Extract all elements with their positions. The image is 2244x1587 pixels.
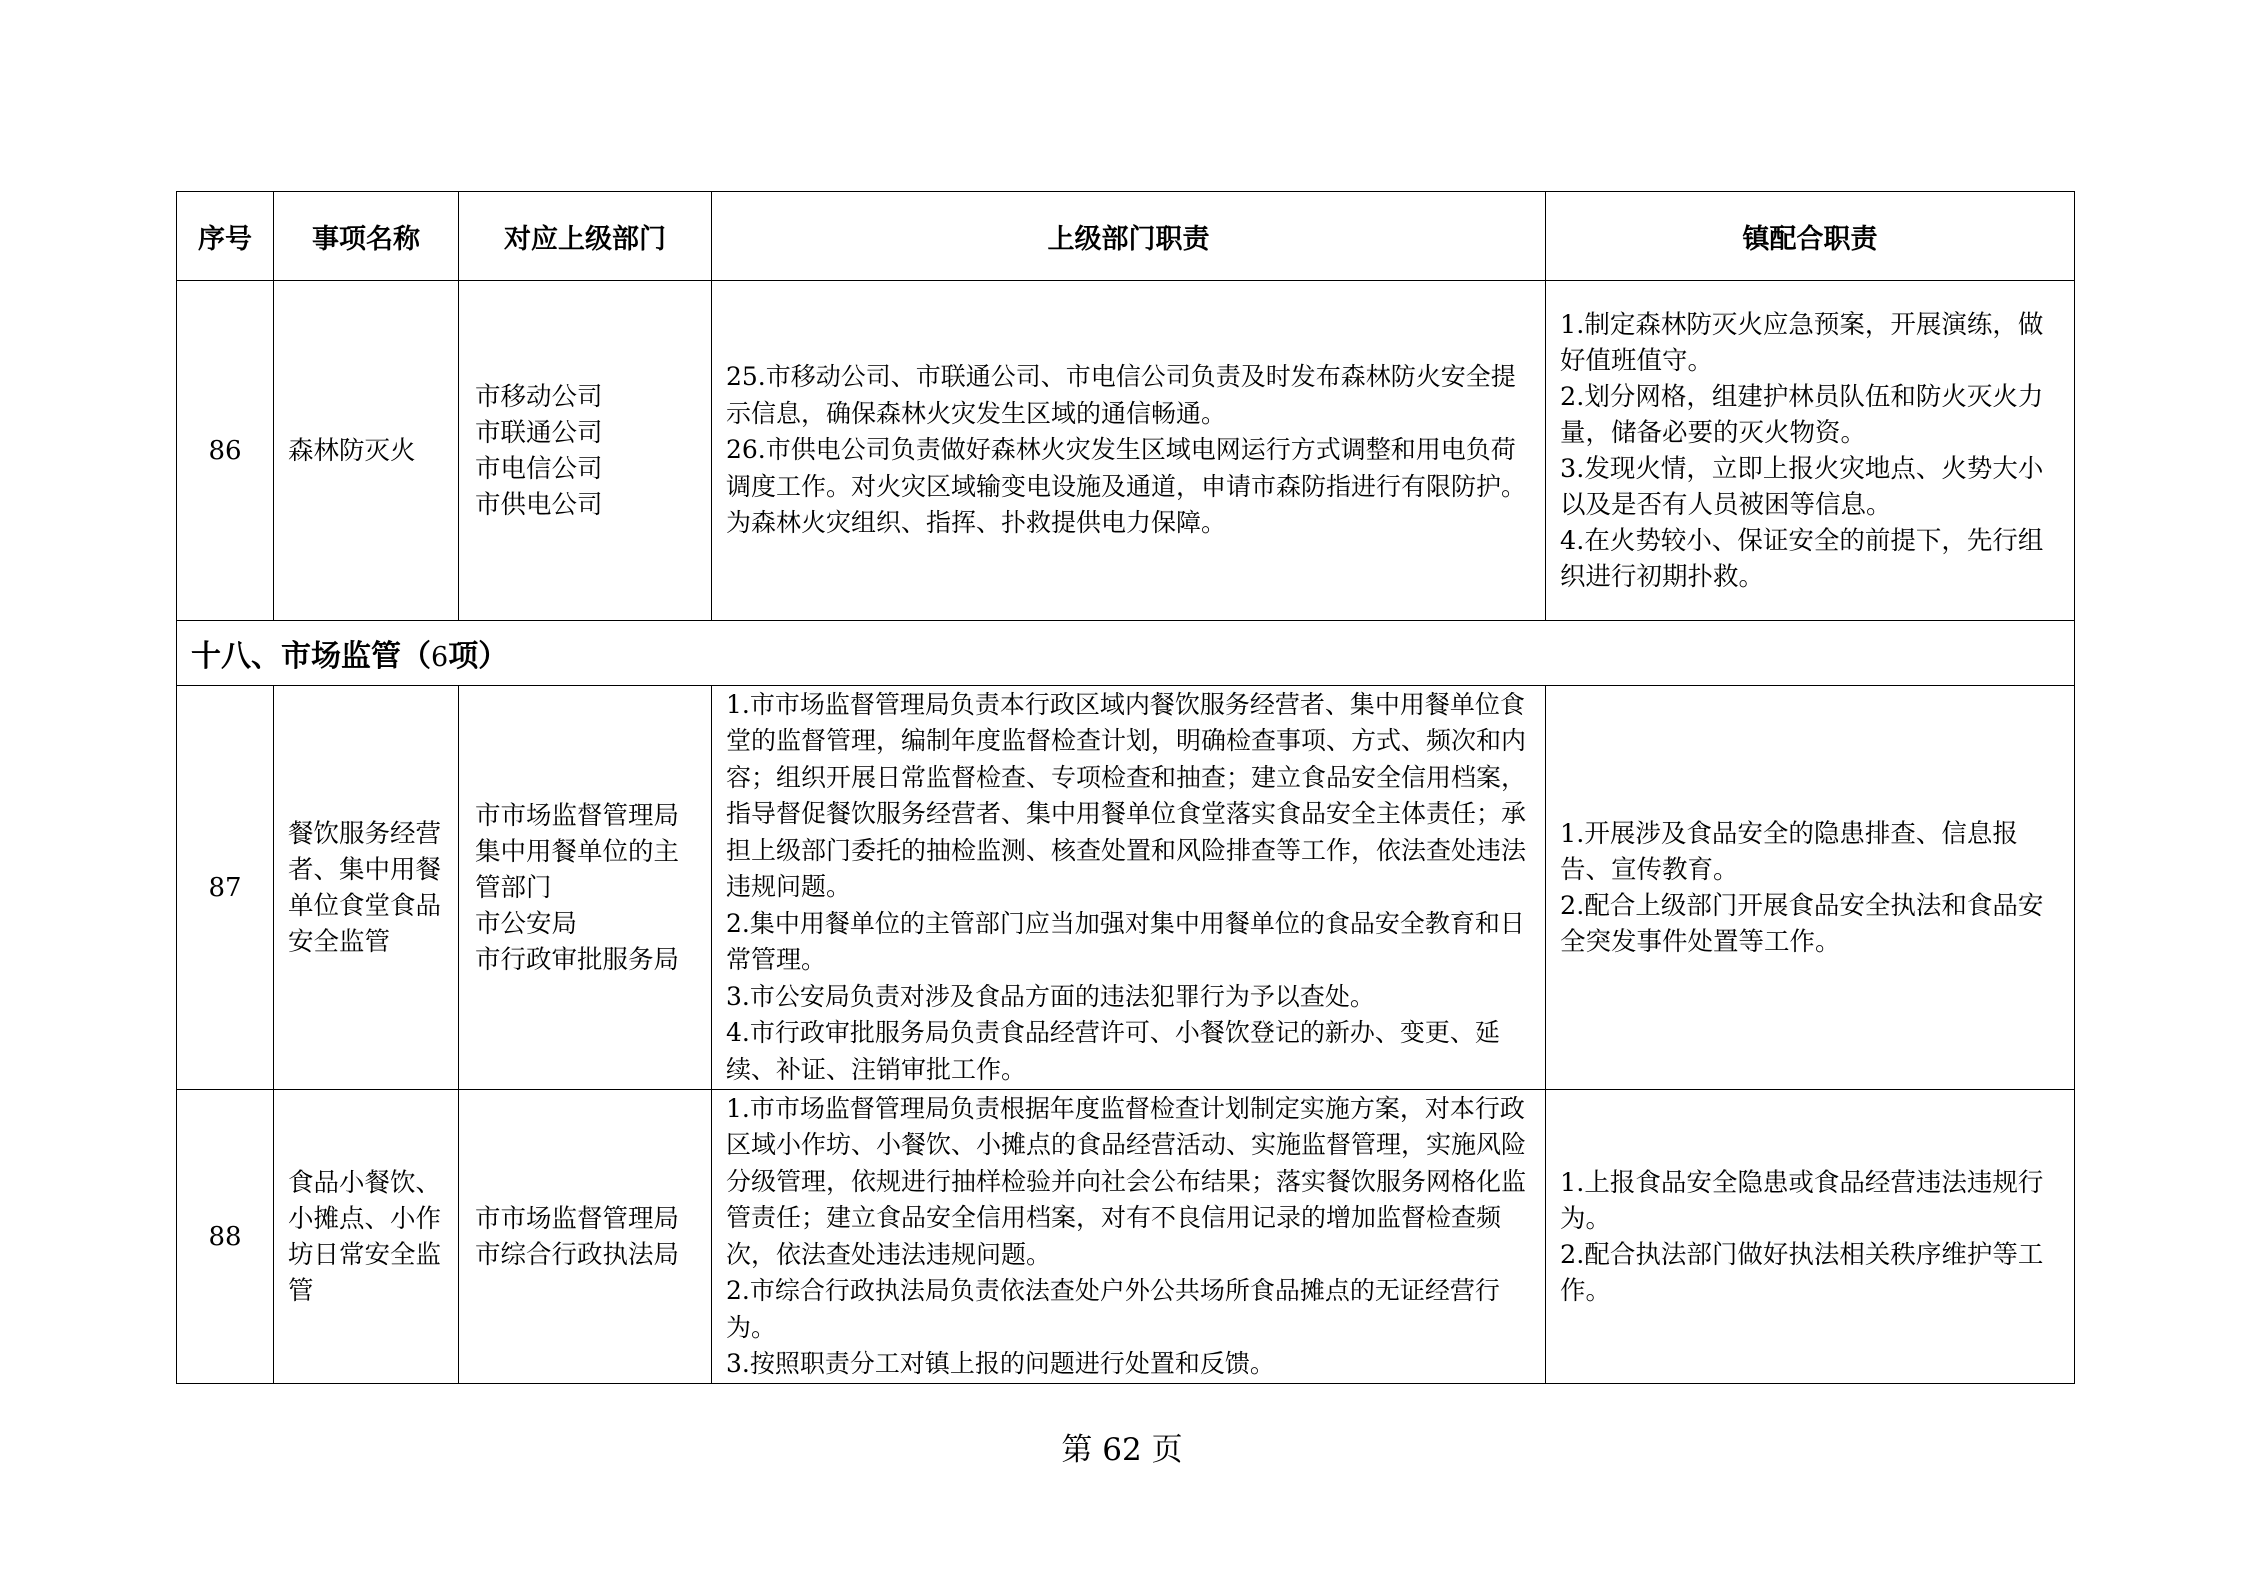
- section-suffix: 项）: [448, 639, 509, 674]
- duty-paragraph: 2.集中用餐单位的主管部门应当加强对集中用餐单位的食品安全教育和日常管理。: [726, 908, 1525, 975]
- table-row: [177, 281, 2075, 621]
- town-duty-paragraph: 2.划分网格，组建护林员队伍和防火灭火力量，储备必要的灭火物资。: [1560, 381, 2044, 448]
- row-superior-dept: 市市场监督管理局 市综合行政执法局: [459, 1090, 712, 1384]
- row-town-duties: [1546, 1090, 2075, 1384]
- duty-paragraph: 3.市公安局负责对涉及食品方面的违法犯罪行为予以查处。: [726, 981, 1375, 1011]
- section-title: 十八、市场监管（: [191, 639, 431, 674]
- table-row: [177, 1090, 2075, 1384]
- header-no: 序号: [177, 192, 274, 281]
- row-superior-duties: [712, 686, 1546, 1090]
- section-count: 6: [431, 642, 449, 673]
- duty-paragraph: 1.市市场监督管理局负责根据年度监督检查计划制定实施方案，对本行政区域小作坊、小餐饮、小摊点的食品经营活动、实施监督管理，实施风险分级管理，依规进行抽样检验并向社会公布结果；落实餐饮服务网格化监管责任；建立食品安全信用档案，对有不良信用记录的增加监督检查频次，依法查处违法违规问题。: [726, 1093, 1527, 1269]
- header-item-name: 事项名称: [274, 192, 459, 281]
- town-duty-paragraph: 2.配合上级部门开展食品安全执法和食品安全突发事件处置等工作。: [1560, 890, 2044, 957]
- duty-paragraph: 25.市移动公司、市联通公司、市电信公司负责及时发布森林防火安全提示信息，确保森林火灾发生区域的通信畅通。: [726, 362, 1516, 428]
- section-heading: [177, 621, 2075, 686]
- row-superior-dept: 市移动公司 市联通公司 市电信公司 市供电公司: [459, 281, 712, 621]
- table-row: [177, 686, 2075, 1090]
- row-no: 88: [177, 1090, 274, 1384]
- header-superior-dept: 对应上级部门: [459, 192, 712, 281]
- town-duty-paragraph: 2.配合执法部门做好执法相关秩序维护等工作。: [1560, 1239, 2044, 1306]
- town-duty-paragraph: 4.在火势较小、保证安全的前提下，先行组织进行初期扑救。: [1560, 525, 2044, 592]
- row-superior-duties: [712, 281, 1546, 621]
- row-item-name: 食品小餐饮、小摊点、小作坊日常安全监管: [274, 1090, 459, 1384]
- section-heading-row: [177, 621, 2075, 686]
- row-item-name: 餐饮服务经营者、集中用餐单位食堂食品安全监管: [274, 686, 459, 1090]
- header-town-duties: 镇配合职责: [1546, 192, 2075, 281]
- row-town-duties: [1546, 686, 2075, 1090]
- row-superior-duties: [712, 1090, 1546, 1384]
- duty-paragraph: 3.按照职责分工对镇上报的问题进行处置和反馈。: [726, 1349, 1275, 1378]
- town-duty-paragraph: 1.上报食品安全隐患或食品经营违法违规行为。: [1560, 1167, 2044, 1234]
- row-no: 86: [177, 281, 274, 621]
- town-duty-paragraph: 3.发现火情，立即上报火灾地点、火势大小以及是否有人员被困等信息。: [1560, 453, 2044, 520]
- town-duty-paragraph: 1.制定森林防灭火应急预案，开展演练，做好值班值守。: [1560, 309, 2044, 376]
- duty-paragraph: 4.市行政审批服务局负责食品经营许可、小餐饮登记的新办、变更、延续、补证、注销审批工作。: [726, 1018, 1500, 1084]
- duty-paragraph: 2.市综合行政执法局负责依法查处户外公共场所食品摊点的无证经营行为。: [726, 1276, 1500, 1342]
- town-duty-paragraph: 1.开展涉及食品安全的隐患排查、信息报告、宣传教育。: [1560, 818, 2018, 885]
- row-town-duties: [1546, 281, 2075, 621]
- duty-paragraph: 26.市供电公司负责做好森林火灾发生区域电网运行方式调整和用电负荷调度工作。对火灾区域输变电设施及通道，申请市森防指进行有限防护。为森林火灾组织、指挥、扑救提供电力保障。: [726, 435, 1527, 538]
- responsibility-table: [176, 191, 2075, 1384]
- page-number: 第 62 页: [1061, 1432, 1183, 1468]
- row-superior-dept: 市市场监督管理局 集中用餐单位的主管部门 市公安局 市行政审批服务局: [459, 686, 712, 1090]
- duty-paragraph: 1.市市场监督管理局负责本行政区域内餐饮服务经营者、集中用餐单位食堂的监督管理，编制年度监督检查计划，明确检查事项、方式、频次和内容；组织开展日常监督检查、专项检查和抽查；建立食品安全信用档案，指导督促餐饮服务经营者、集中用餐单位食堂落实食品安全主体责任；承担上级部门委托的抽检监测、核查处置和风险排查等工作，依法查处违法违规问题。: [726, 689, 1527, 902]
- row-no: 87: [177, 686, 274, 1090]
- row-item-name: 森林防灭火: [274, 281, 459, 621]
- header-superior-duties: 上级部门职责: [712, 192, 1546, 281]
- table-header-row: [177, 192, 2075, 281]
